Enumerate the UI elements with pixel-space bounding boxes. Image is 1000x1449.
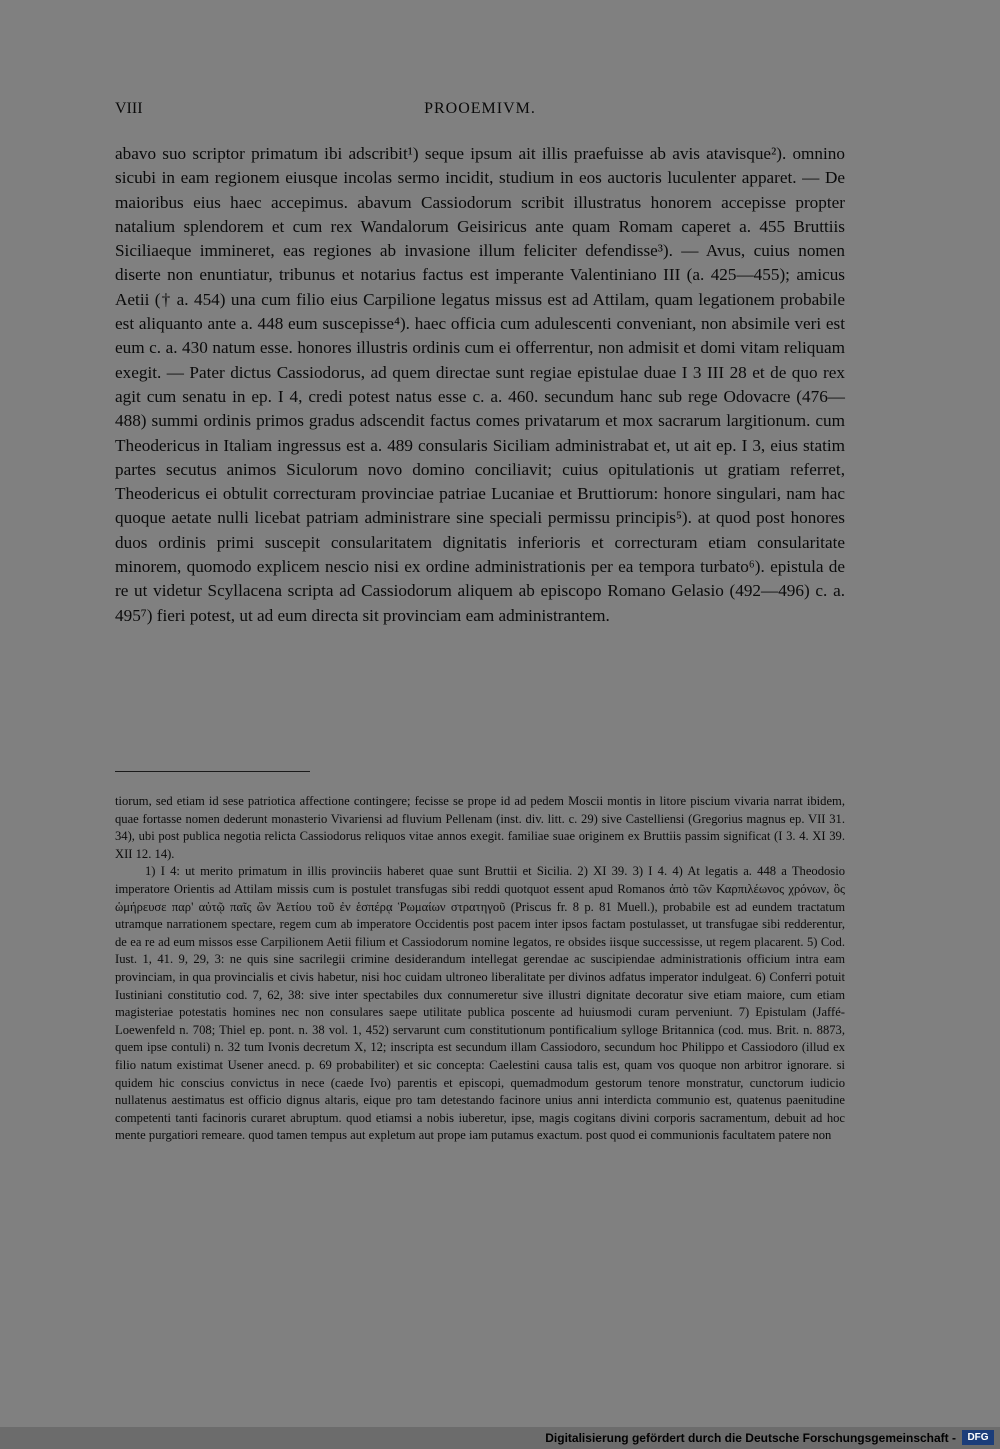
- digitization-footer: [0, 1427, 1000, 1449]
- footer-text: Digitalisierung gefördert durch die Deutsche Forschungsgemeinschaft -: [545, 1431, 956, 1445]
- footnote-continuation: tiorum, sed etiam id sese patriotica affectione contingere; fecisse se prope id ad pedem Moscii montis in litore piscium vivaria narrat ibidem, quae fortasse nomen dederunt monasterio Vivariensi ad fluvium Pellenam (inst. div. litt. c. 29) sive Castelliensi (Gregorius magnus ep. VII 31. 34), ubi post publica negotia relicta Cassiodorus reliquos vitae annos exegit. familiae suae originem ex Bruttiis passim significat (I 3. 4. XI 39. XII 12. 14).: [115, 794, 845, 861]
- main-paragraph: abavo suo scriptor primatum ibi adscribit¹) seque ipsum ait illis praefuisse ab avis atavisque²). omnino sicubi in eam regionem eiusque incolas sermo incidit, studium in eos auctoris luculenter apparet. — De maioribus eius haec accepimus. abavum Cassiodorum scribit illustratus honorem accepisse propter natalium splendorem et cum rex Wandalorum Geisiricus ante quam Romam caperet a. 455 Bruttiis Siciliaeque immineret, eas regiones ab invasione illum feliciter defendisse³). — Avus, cuius nomen diserte non enuntiatur, tribunus et notarius factus est imperante Valentiniano III (a. 425—455); amicus Aetii († a. 454) una cum filio eius Carpilione legatus missus est ad Attilam, quam legationem probabile est aliquanto ante a. 448 eum suscepisse⁴). haec officia cum adulescenti conveniant, non absimile veri est eum c. a. 430 natum esse. honores illustris ordinis cum ei offerrentur, non admisit et domi vitam reliquam exegit. — Pater dictus Cassiodorus, ad quem directae sunt regiae epistulae duae I 3 III 28 et de quo rex agit cum senatu in ep. I 4, credi potest natus esse c. a. 460. secundum hanc sub rege Odovacre (476—488) summi ordinis primos gradus adscendit factus comes privatarum et mox sacrarum largitionum. cum Theodericus in Italiam ingressus est a. 489 consularis Siciliam administrabat et, ut ait ep. I 3, eius statim partes secutus animos Siculorum novo domino conciliavit; cuius opitulationis ut gratiam referret, Theodericus ei obtulit correcturam provinciae patriae Lucaniae et Bruttiorum: honore singulari, nam hac quoque aetate nulli licebat patriam administrare sine speciali permissu principis⁵). at quod post honores duos ordinis primi suscepit consularitatem dignitatis inferioris et correcturam etiam consularitate minorem, quomodo explicem nescio nisi ex ordine administrationis per ea tempora turbato⁶). epistula de re ut videtur Scyllacena scripta ad Cassiodorum aliquem ab episcopo Romano Gelasio (492—496) c. a. 495⁷) fieri potest, ut ad eum directa sit provinciam eam administrantem.: [115, 144, 845, 625]
- main-text-block: [115, 142, 845, 628]
- footnotes-text: 1) I 4: ut merito primatum in illis provinciis haberet quae sunt Bruttii et Sicilia. 2) XI 39. 3) I 4. 4) At legatis a. 448 a Theodosio imperatore Orientis ad Attilam missis cum is postulet transfugas sibi reddi quotquot essent apud Romanos ἀπὸ τῶν Καρπιλέωνος χρόνων, ὃς ὡμήρευσε παρ' αὐτῷ παῖς ὢν Ἀετίου τοῦ ἐν ἑσπέρᾳ Ῥωμαίων στρατηγοῦ (Priscus fr. 8 p. 81 Muell.), probabile est ad eundem tractatum utramque narrationem spectare, regem cum ab imperatore Occidentis post pacem inter ipsos factam postulasset, ut transfugae sibi redderentur, de ea re ad eum missos esse Carpilionem Aetii filium et Cassiodorum nomine legatos, re obsides iisque successisse, ut regem placarent. 5) Cod. Iust. 1, 41. 9, 29, 3: ne quis sine sacrilegii crimine desiderandum intellegat gerendae ac suscipiendae administrationis officium intra eam provinciam, in qua provincialis et civis habetur, nisi hoc cuidam ultroneo liberalitate per divinos adfatus imperator indulgeat. 6) Conferri potuit Iustiniani constitutio cod. 7, 62, 38: sive inter spectabiles dux connumeretur sive illustri dignitate decoratur sive etiam maiore, cum etiam magisteriae potestatis homines nec non consulares saepe utilitate publica poscente ad huiusmodi curam perveniunt. 7) Epistulam (Jaffé-Loewenfeld n. 708; Thiel ep. pont. n. 38 vol. 1, 452) servarunt cum constitutionum pontificalium sylloge Britannica (cod. mus. Brit. n. 8873, quem ipse contuli) n. 32 tum Ivonis decretum X, 12; inscripta est secundum illam Cassiodoro, secundum hoc Philippo et Cassiodoro (illud ex filio natum existimat Usener anecd. p. 69 probabiliter) et sic concepta: Caelestini causa talis est, quam vos quoque non arbitror ignorare. si quidem hic conscius convictus in nece (caede Ivo) parentis et episcopi, quemadmodum gestorum tenore monstratur, cunctorum iudicio nullatenus aestimatus est officio dignus altaris, eique pro tam detestando facinore unius anni interdicta communio est, quatenus paenitudine competenti tanti facinoris curaret abruptum. quod etiamsi a nobis iuberetur, ipse, magis cogitans divini corporis sacramentum, debuit ad hoc mente purgatiori remeare. quod tamen tempus aut expletum aut prope iam putamus exactum. post quod ei communionis facultatem patere non: [115, 864, 845, 1143]
- running-header: [115, 100, 845, 124]
- dfg-logo: DFG: [962, 1430, 994, 1445]
- running-title: PROOEMIVM.: [424, 100, 536, 117]
- footnote-rule: [115, 771, 310, 772]
- footnotes-block: [115, 793, 845, 1145]
- page-number: VIII: [115, 100, 143, 117]
